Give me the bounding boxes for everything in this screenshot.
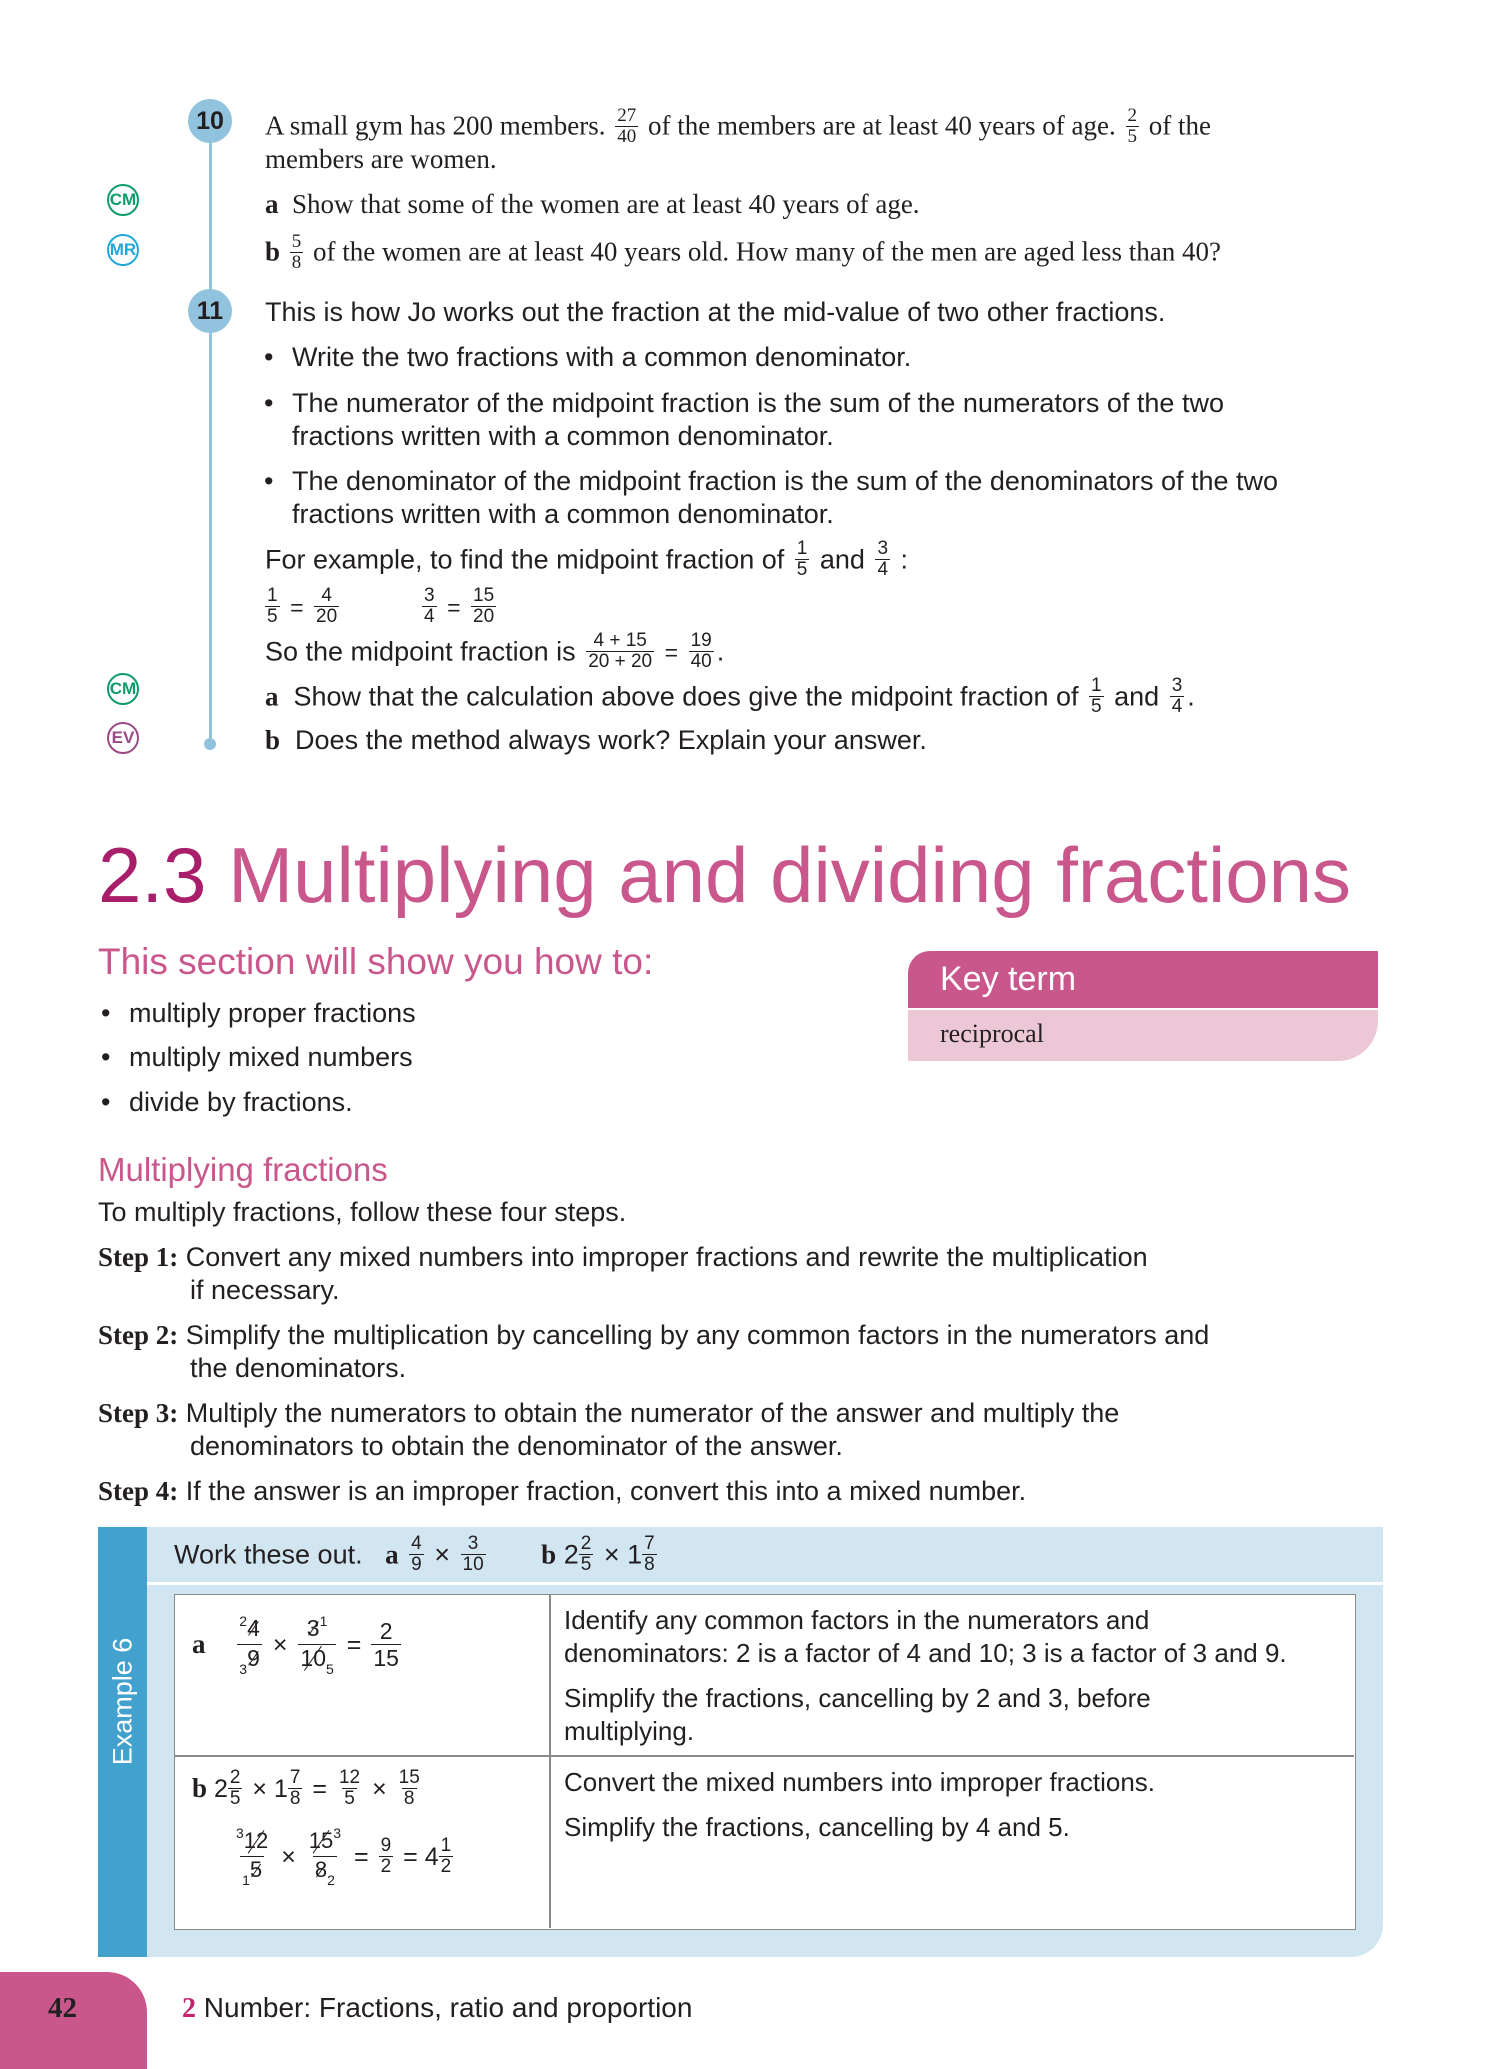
part-label: a xyxy=(265,189,279,219)
fraction-1-5: $\frac{1}{5}$ xyxy=(1091,675,1102,717)
q11-part-b xyxy=(265,724,927,757)
cancel-result: 5 xyxy=(326,1661,334,1677)
part-label: b xyxy=(192,1773,208,1804)
fraction-4-20: $\frac{4}{20}$ xyxy=(316,585,338,627)
fraction-15-20: $\frac{15}{20}$ xyxy=(473,585,495,627)
fraction-9-2: $\frac{9}{2}$ xyxy=(380,1835,392,1877)
q11-bullet-2: • The numerator of the midpoint fraction is the sum of the numerators of the two xyxy=(292,387,1224,420)
chapter-number: 2 xyxy=(182,1993,196,2024)
q11-equiv-2 xyxy=(419,585,499,629)
cancel-result: 3 xyxy=(333,1825,342,1841)
step-text: Simplify the multiplication by cancelling by any common factors in the numerators and xyxy=(185,1320,1210,1350)
q11-bullet-3: • The denominator of the midpoint fraction is the sum of the denominators of the two xyxy=(292,465,1278,498)
step-text: Multiply the numerators to obtain the numerator of the answer and multiply the xyxy=(185,1398,1120,1428)
solution-a-expl-4: multiplying. xyxy=(564,1716,695,1746)
equals: = xyxy=(354,1843,369,1872)
whole-number: 2 xyxy=(213,1775,228,1804)
example-header-divider xyxy=(147,1582,1383,1585)
solution-a-working xyxy=(192,1613,404,1677)
section-show-heading: This section will show you how to: xyxy=(98,941,654,982)
cancel-result: 1 xyxy=(319,1613,328,1629)
fraction-3-4: $\frac{3}{4}$ xyxy=(877,538,889,580)
multiplying-intro: To multiply fractions, follow these four steps. xyxy=(98,1197,627,1227)
q10-intro-text-2: of the members are at least 40 years of age. xyxy=(647,110,1116,141)
q11-b-text: Does the method always work? Explain your answer. xyxy=(295,725,927,755)
fraction-5-8: $\frac{5}{8}$ xyxy=(291,231,302,273)
chapter-title: Number: Fractions, ratio and proportion xyxy=(203,1992,693,2023)
cancelled-numerator: 3 xyxy=(306,1615,320,1641)
table-row-divider xyxy=(175,1755,1354,1757)
q10-part-a xyxy=(265,188,920,221)
equals: = xyxy=(312,1775,328,1804)
q11-bullet-2-cont: fractions written with a common denominator. xyxy=(292,421,834,451)
fraction-1-5: $\frac{1}{5}$ xyxy=(267,585,278,627)
section-title xyxy=(98,830,1351,920)
step-3-cont: denominators to obtain the denominator of the answer. xyxy=(190,1431,843,1461)
cancel-result: 2 xyxy=(239,1613,248,1629)
solution-b-expl-2: Simplify the fractions, cancelling by 4 and 5. xyxy=(564,1812,1070,1842)
example-tab xyxy=(98,1527,147,1957)
step-label: Step 1: xyxy=(98,1242,179,1272)
part-label: a xyxy=(385,1539,399,1570)
fraction-3-4: $\frac{3}{4}$ xyxy=(424,585,435,627)
solution-b-line2 xyxy=(230,1825,456,1888)
fraction-7-8: $\frac{7}{8}$ xyxy=(644,1533,655,1575)
ev-badge-icon: EV xyxy=(102,717,144,759)
times: × xyxy=(603,1539,620,1570)
cancelled-fraction-4-9 xyxy=(237,1613,262,1677)
step-4 xyxy=(98,1475,1026,1508)
solution-a-expl-1: Identify any common factors in the numerators and xyxy=(564,1605,1150,1635)
cm-badge-icon: CM xyxy=(102,668,144,710)
part-label: a xyxy=(192,1629,206,1660)
fraction-4-9: $\frac{4}{9}$ xyxy=(411,1533,422,1575)
q11-bullet-3-cont: fractions written with a common denominator. xyxy=(292,499,834,529)
multiplying-heading: Multiplying fractions xyxy=(98,1151,388,1188)
times: × xyxy=(272,1631,288,1660)
equals: = xyxy=(664,639,679,666)
step-label: Step 2: xyxy=(98,1320,179,1350)
example-prompt xyxy=(174,1533,660,1577)
equals: = xyxy=(447,594,461,621)
whole-number: 2 xyxy=(563,1539,579,1570)
cm-badge-icon: CM xyxy=(102,179,144,221)
fraction-2-5: $\frac{2}{5}$ xyxy=(580,1533,592,1575)
question-number-11: 11 xyxy=(188,289,232,333)
whole-number: 1 xyxy=(273,1775,288,1804)
step-3 xyxy=(98,1397,1119,1430)
equals: = xyxy=(346,1631,362,1660)
period: . xyxy=(716,636,725,667)
example-text: For example, to find the midpoint fraction of xyxy=(265,544,785,575)
part-label: b xyxy=(265,725,281,755)
cancelled-fraction-12-5 xyxy=(234,1825,270,1888)
prompt-text: Work these out. xyxy=(174,1539,363,1570)
step-label: Step 3: xyxy=(98,1398,179,1428)
objective-3: • divide by fractions. xyxy=(129,1086,353,1119)
question-rule xyxy=(209,330,212,742)
q10-a-text: Show that some of the women are at least 40 years of age. xyxy=(292,189,920,219)
and-text: and xyxy=(1114,681,1160,712)
q11-part-a xyxy=(265,675,1195,719)
cancel-result: 3 xyxy=(239,1661,248,1677)
cancelled-denominator: 8 xyxy=(314,1857,328,1882)
solution-a-expl-3: Simplify the fractions, cancelling by 2 and 3, before xyxy=(564,1683,1151,1713)
fraction-2-15: $\frac{2}{15}$ xyxy=(373,1618,399,1671)
fraction-7-8: $\frac{7}{8}$ xyxy=(289,1767,301,1809)
solution-a-expl-2: denominators: 2 is a factor of 4 and 10; 3 is a factor of 3 and 9. xyxy=(564,1638,1287,1668)
step-text: If the answer is an improper fraction, convert this into a mixed number. xyxy=(185,1476,1027,1506)
q10-intro-text: A small gym has 200 members. xyxy=(265,110,606,141)
step-label: Step 4: xyxy=(98,1476,179,1506)
question-number-10: 10 xyxy=(188,99,232,143)
cancelled-denominator: 10 xyxy=(300,1645,326,1671)
mr-badge-icon: MR xyxy=(102,229,144,271)
example-tab-label: Example 6 xyxy=(107,1637,138,1766)
part-label: b xyxy=(541,1539,557,1570)
step-1 xyxy=(98,1241,1148,1274)
q10-intro-line2: members are women. xyxy=(265,144,497,174)
step-1-cont: if necessary. xyxy=(190,1275,340,1305)
key-term-box xyxy=(908,951,1378,1061)
fraction-sum: $\frac{4 + 15}{20 + 20}$ xyxy=(588,630,653,672)
fraction-19-40: $\frac{19}{40}$ xyxy=(690,630,712,672)
step-text: Convert any mixed numbers into improper fractions and rewrite the multiplication xyxy=(185,1242,1148,1272)
fraction-12-5: $\frac{12}{5}$ xyxy=(338,1767,361,1809)
fraction-1-5: $\frac{1}{5}$ xyxy=(796,538,808,580)
page-number: 42 xyxy=(48,1992,77,2024)
times: × xyxy=(434,1539,450,1570)
solution-b-line1 xyxy=(192,1767,425,1811)
fraction-2-5: $\frac{2}{5}$ xyxy=(1127,105,1138,147)
colon: : xyxy=(900,544,909,575)
key-term-header xyxy=(908,951,1378,1008)
section-title-text: Multiplying and dividing fractions xyxy=(228,831,1352,919)
cancel-result: 2 xyxy=(327,1872,335,1888)
step-2 xyxy=(98,1319,1209,1352)
q11-example-line xyxy=(265,538,909,582)
fraction-3-10: $\frac{3}{10}$ xyxy=(462,1533,484,1575)
question-rule xyxy=(209,140,212,290)
cancelled-denominator: 9 xyxy=(247,1645,260,1671)
solution-b-expl-1: Convert the mixed numbers into improper fractions. xyxy=(564,1767,1156,1797)
cancelled-numerator: 12 xyxy=(243,1828,269,1853)
equals: = xyxy=(403,1843,418,1872)
key-term-label: Key term xyxy=(940,960,1077,998)
q11-a-text: Show that the calculation above does give the midpoint fraction of xyxy=(293,681,1079,712)
section-number: 2.3 xyxy=(98,831,207,919)
period: . xyxy=(1187,681,1195,712)
cancelled-numerator: 4 xyxy=(247,1615,260,1641)
equals: = xyxy=(290,594,304,621)
q10-b-text: of the women are at least 40 years old. How many of the men are aged less than 40? xyxy=(313,236,1221,267)
whole-number: 1 xyxy=(627,1539,643,1570)
fraction-15-8: $\frac{15}{8}$ xyxy=(398,1767,420,1809)
rule-end-dot xyxy=(204,738,216,750)
cancelled-denominator: 5 xyxy=(249,1857,263,1882)
and-text: and xyxy=(819,544,865,575)
part-label: b xyxy=(265,236,281,267)
fraction-2-5: $\frac{2}{5}$ xyxy=(229,1767,241,1809)
whole-number: 4 xyxy=(424,1843,439,1872)
footer-chapter xyxy=(182,1991,692,2025)
q11-bullet-1: • Write the two fractions with a common denominator. xyxy=(292,341,911,374)
objective-1: • multiply proper fractions xyxy=(129,997,416,1030)
objective-2: • multiply mixed numbers xyxy=(129,1041,413,1074)
cancel-result: 3 xyxy=(236,1825,244,1841)
cancel-result: 1 xyxy=(242,1872,250,1888)
midpoint-text: So the midpoint fraction is xyxy=(265,636,576,667)
key-term-text[interactable]: reciprocal xyxy=(940,1019,1044,1048)
step-2-cont: the denominators. xyxy=(190,1353,407,1383)
times: × xyxy=(281,1843,296,1872)
cancelled-fraction-15-8 xyxy=(307,1825,343,1888)
q11-midpoint-line xyxy=(265,630,725,674)
fraction-1-2: $\frac{1}{2}$ xyxy=(440,1835,452,1877)
q11-equiv-1 xyxy=(262,585,342,629)
page-number-tab xyxy=(0,1972,147,2069)
fraction-3-4: $\frac{3}{4}$ xyxy=(1171,675,1183,717)
q10-intro-text-3: of the xyxy=(1148,110,1211,141)
fraction-27-40: $\frac{27}{40}$ xyxy=(617,105,637,147)
cancelled-numerator: 15 xyxy=(308,1828,334,1853)
table-col-divider xyxy=(549,1595,551,1928)
times: × xyxy=(372,1775,387,1804)
key-term-body xyxy=(908,1010,1378,1061)
q11-intro: This is how Jo works out the fraction at the mid-value of two other fractions. xyxy=(265,297,1166,327)
times: × xyxy=(252,1775,268,1804)
q10-part-b xyxy=(265,231,1221,275)
cancelled-fraction-3-10 xyxy=(298,1613,335,1677)
part-label: a xyxy=(265,681,279,712)
